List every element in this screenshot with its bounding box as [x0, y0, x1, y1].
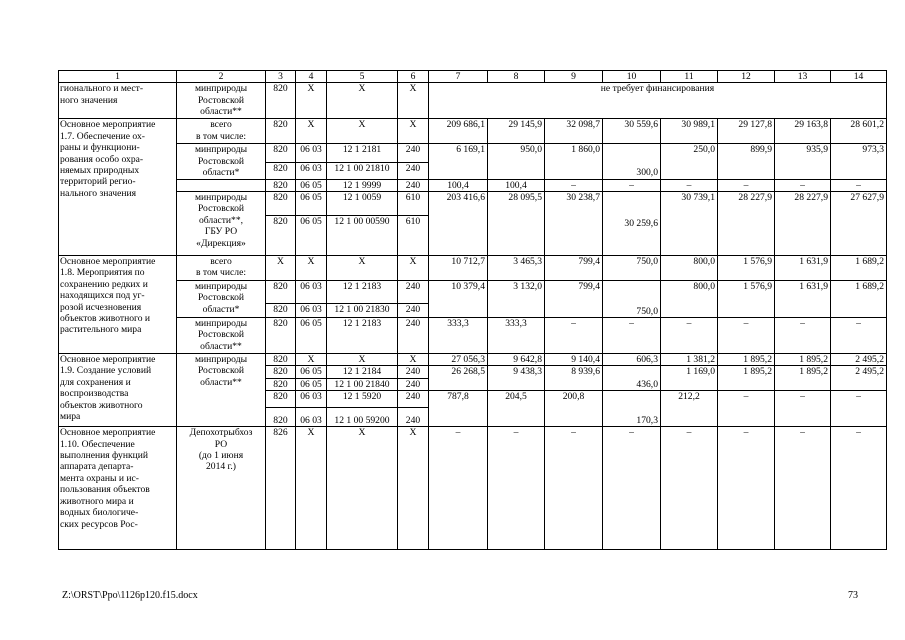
cell: 170,3 — [603, 391, 661, 427]
cell: 06 05 — [296, 318, 327, 354]
table-row — [59, 83, 887, 119]
cell: 30 238,7 — [545, 192, 603, 256]
cell: – — [831, 179, 887, 191]
cell: – — [831, 427, 887, 550]
cell: X — [296, 354, 327, 366]
cell: 10 712,7 — [429, 256, 488, 281]
cell: X — [327, 256, 398, 281]
cell: X — [266, 256, 296, 281]
cell: 06 05 — [296, 378, 327, 390]
col-header: 7 — [429, 71, 488, 83]
cell: 750,0 — [603, 281, 661, 318]
page-number: 73 — [848, 590, 858, 601]
activity-name: Основное мероприятие 1.7. Обеспечение ох- раны и функциони- рования особо охра- няемых природных территорий регио- нального значения — [59, 119, 177, 256]
executor: минприроды Ростовской области** — [177, 318, 266, 354]
activity-name: гионального и мест- ного значения — [59, 83, 177, 119]
cell: 28 227,9 — [775, 192, 831, 256]
cell: 27 056,3 — [429, 354, 488, 366]
cell: 1 631,9 — [775, 256, 831, 281]
col-header: 9 — [545, 71, 603, 83]
cell: 12 1 00 21830 — [327, 304, 398, 318]
cell: 820 — [266, 179, 296, 191]
cell: 820 — [266, 318, 296, 354]
cell: – — [775, 179, 831, 191]
cell: 799,4 — [545, 256, 603, 281]
cell: 204,5 — [488, 391, 545, 427]
cell: X — [398, 119, 429, 144]
cell: 820 — [266, 162, 296, 179]
cell: 06 05 — [296, 366, 327, 378]
table-row — [59, 318, 887, 354]
cell: 12 1 9999 — [327, 179, 398, 191]
cell: X — [398, 256, 429, 281]
executor: минприроды Ростовской области**, ГБУ РО «Дирекция» — [177, 192, 266, 256]
cell: 333,3 — [429, 318, 488, 354]
cell: 820 — [266, 192, 296, 216]
cell: 1 895,2 — [775, 366, 831, 391]
executor: Депохотрыбхоз РО (до 1 июня 2014 г.) — [177, 427, 266, 550]
cell: 3 132,0 — [488, 281, 545, 318]
col-header: 14 — [831, 71, 887, 83]
cell: 820 — [266, 408, 296, 427]
col-header: 4 — [296, 71, 327, 83]
cell: 30 559,6 — [603, 119, 661, 144]
cell: 240 — [398, 366, 429, 378]
no-funding-note: не требует финансирования — [429, 83, 887, 119]
cell: 28 227,9 — [718, 192, 775, 256]
cell: 28 601,2 — [831, 119, 887, 144]
cell: 9 438,3 — [488, 366, 545, 391]
col-header: 11 — [661, 71, 718, 83]
cell: 1 576,9 — [718, 256, 775, 281]
cell: 787,8 — [429, 391, 488, 427]
cell: 203 416,6 — [429, 192, 488, 256]
cell: – — [831, 318, 887, 354]
cell: 12 1 2184 — [327, 366, 398, 378]
col-header: 2 — [177, 71, 266, 83]
table-row — [59, 281, 887, 304]
cell: 820 — [266, 216, 296, 256]
cell: 200,8 — [545, 391, 603, 427]
cell: X — [398, 83, 429, 119]
cell: 250,0 — [661, 144, 718, 179]
cell: 30 739,1 — [661, 192, 718, 256]
cell: – — [775, 318, 831, 354]
table-row — [59, 256, 887, 281]
cell: 100,4 — [488, 179, 545, 191]
cell: 750,0 — [603, 256, 661, 281]
cell: 3 465,3 — [488, 256, 545, 281]
cell: 12 1 0059 — [327, 192, 398, 216]
cell: – — [775, 427, 831, 550]
cell: 9 140,4 — [545, 354, 603, 366]
cell: 06 03 — [296, 281, 327, 304]
cell: 1 381,2 — [661, 354, 718, 366]
cell: 800,0 — [661, 281, 718, 318]
activity-name: Основное мероприятие 1.9. Создание условий для сохранения и воспроизводства объектов животного мира — [59, 354, 177, 427]
cell: 06 03 — [296, 408, 327, 427]
cell: 973,3 — [831, 144, 887, 179]
cell: – — [545, 318, 603, 354]
table-row — [59, 144, 887, 162]
cell: – — [545, 427, 603, 550]
cell: – — [429, 427, 488, 550]
cell: 240 — [398, 304, 429, 318]
cell: 8 939,6 — [545, 366, 603, 391]
cell: 32 098,7 — [545, 119, 603, 144]
budget-table — [58, 70, 887, 550]
executor: минприроды Ростовской области* — [177, 144, 266, 179]
cell: 28 095,5 — [488, 192, 545, 256]
cell: 820 — [266, 281, 296, 304]
cell: 820 — [266, 378, 296, 390]
table-row — [59, 119, 887, 144]
cell: – — [545, 179, 603, 191]
cell: 610 — [398, 192, 429, 216]
executor: минприроды Ростовской области** — [177, 83, 266, 119]
cell: 820 — [266, 366, 296, 378]
cell: 27 627,9 — [831, 192, 887, 256]
cell: 06 03 — [296, 144, 327, 162]
cell: X — [327, 427, 398, 550]
cell: 240 — [398, 391, 429, 408]
cell: 29 145,9 — [488, 119, 545, 144]
cell: 06 03 — [296, 304, 327, 318]
cell: 820 — [266, 391, 296, 408]
cell: 12 1 00 21840 — [327, 378, 398, 390]
cell: 30 259,6 — [603, 192, 661, 256]
cell: 9 642,8 — [488, 354, 545, 366]
cell: 06 05 — [296, 179, 327, 191]
executor: минприроды Ростовской области** — [177, 354, 266, 427]
cell: – — [718, 427, 775, 550]
cell: 1 895,2 — [718, 366, 775, 391]
cell: 1 689,2 — [831, 281, 887, 318]
cell: 1 895,2 — [718, 354, 775, 366]
cell: – — [775, 391, 831, 427]
cell: X — [398, 427, 429, 550]
executor-blank — [177, 179, 266, 191]
cell: 240 — [398, 318, 429, 354]
cell: 12 1 2181 — [327, 144, 398, 162]
col-header: 8 — [488, 71, 545, 83]
cell: 899,9 — [718, 144, 775, 179]
cell: 820 — [266, 119, 296, 144]
cell: 799,4 — [545, 281, 603, 318]
cell: – — [718, 179, 775, 191]
col-header: 10 — [603, 71, 661, 83]
cell: 606,3 — [603, 354, 661, 366]
column-number-row — [59, 71, 887, 83]
cell: 12 1 5920 — [327, 391, 398, 408]
cell: X — [327, 354, 398, 366]
cell: – — [661, 318, 718, 354]
cell: 240 — [398, 162, 429, 179]
table-row — [59, 427, 887, 550]
cell: X — [296, 256, 327, 281]
cell: 12 1 00 21810 — [327, 162, 398, 179]
cell: 06 03 — [296, 162, 327, 179]
cell: 29 163,8 — [775, 119, 831, 144]
cell: X — [296, 119, 327, 144]
col-header: 6 — [398, 71, 429, 83]
cell: 212,2 — [661, 391, 718, 427]
cell: X — [398, 354, 429, 366]
cell: 1 689,2 — [831, 256, 887, 281]
cell: – — [603, 427, 661, 550]
cell: 610 — [398, 216, 429, 256]
cell: 300,0 — [603, 144, 661, 179]
activity-name: Основное мероприятие 1.10. Обеспечение выполнения функций аппарата департа- мента охраны и ис- пользования объектов животного мира и водных биологиче- ских ресурсов Рос- — [59, 427, 177, 550]
cell: 820 — [266, 304, 296, 318]
cell: – — [488, 427, 545, 550]
cell: 820 — [266, 354, 296, 366]
cell: – — [718, 391, 775, 427]
cell: 436,0 — [603, 366, 661, 391]
cell: 800,0 — [661, 256, 718, 281]
cell: 2 495,2 — [831, 354, 887, 366]
cell: 1 860,0 — [545, 144, 603, 179]
file-path: Z:\ORST\Ppo\1126p120.f15.docx — [62, 590, 198, 601]
activity-name: Основное мероприятие 1.8. Мероприятия по сохранению редких и находящихся под уг- розой исчезновения объектов животного и растительного мира — [59, 256, 177, 354]
cell: 6 169,1 — [429, 144, 488, 179]
cell: 333,3 — [488, 318, 545, 354]
cell: – — [831, 391, 887, 427]
cell: 26 268,5 — [429, 366, 488, 391]
executor: минприроды Ростовской области* — [177, 281, 266, 318]
table-row — [59, 192, 887, 216]
cell: X — [296, 427, 327, 550]
cell: – — [603, 179, 661, 191]
cell: 2 495,2 — [831, 366, 887, 391]
cell: X — [296, 83, 327, 119]
cell: – — [661, 179, 718, 191]
cell: 1 169,0 — [661, 366, 718, 391]
cell: 06 05 — [296, 216, 327, 256]
col-header: 13 — [775, 71, 831, 83]
executor: всего в том числе: — [177, 119, 266, 144]
cell: 100,4 — [429, 179, 488, 191]
table-row — [59, 354, 887, 366]
cell: 240 — [398, 179, 429, 191]
cell: 950,0 — [488, 144, 545, 179]
cell: 12 1 00 00590 — [327, 216, 398, 256]
col-header: 5 — [327, 71, 398, 83]
cell: 935,9 — [775, 144, 831, 179]
col-header: 12 — [718, 71, 775, 83]
cell: – — [718, 318, 775, 354]
cell: X — [327, 119, 398, 144]
cell: 240 — [398, 144, 429, 162]
table-row — [59, 179, 887, 191]
cell: 1 631,9 — [775, 281, 831, 318]
cell: – — [603, 318, 661, 354]
cell: 06 05 — [296, 192, 327, 216]
cell: 209 686,1 — [429, 119, 488, 144]
cell: 12 1 2183 — [327, 318, 398, 354]
cell: 1 895,2 — [775, 354, 831, 366]
cell: 06 03 — [296, 391, 327, 408]
cell: 1 576,9 — [718, 281, 775, 318]
cell: 820 — [266, 144, 296, 162]
cell: 820 — [266, 83, 296, 119]
cell: 826 — [266, 427, 296, 550]
cell: 12 1 2183 — [327, 281, 398, 304]
cell: 30 989,1 — [661, 119, 718, 144]
cell: 240 — [398, 408, 429, 427]
cell: 10 379,4 — [429, 281, 488, 318]
cell: 240 — [398, 378, 429, 390]
col-header: 1 — [59, 71, 177, 83]
executor: всего в том числе: — [177, 256, 266, 281]
cell: 240 — [398, 281, 429, 304]
col-header: 3 — [266, 71, 296, 83]
cell: X — [327, 83, 398, 119]
cell: 12 1 00 59200 — [327, 408, 398, 427]
cell: – — [661, 427, 718, 550]
cell: 29 127,8 — [718, 119, 775, 144]
